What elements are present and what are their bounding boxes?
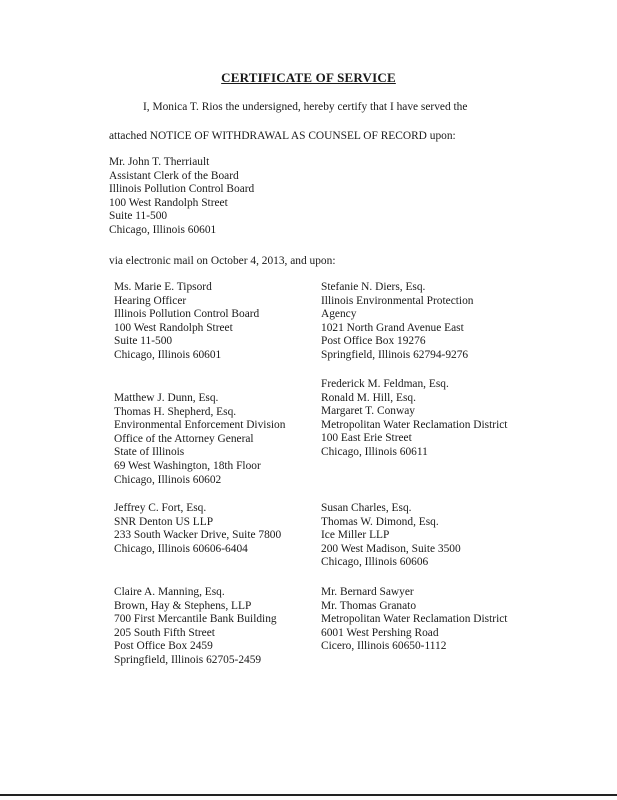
- address-line: Office of the Attorney General: [114, 432, 254, 445]
- recipient-address: [114, 392, 285, 487]
- address-line: Ronald M. Hill, Esq.: [321, 391, 416, 404]
- address-line: Chicago, Illinois 60606: [321, 556, 429, 569]
- address-line: Illinois Pollution Control Board: [114, 308, 260, 321]
- address-line: Illinois Pollution Control Board: [109, 183, 255, 196]
- address-line: 233 South Wacker Drive, Suite 7800: [114, 529, 282, 542]
- address-line: State of Illinois: [114, 446, 185, 459]
- recipient-address: [114, 502, 281, 556]
- address-line: Margaret T. Conway: [321, 405, 415, 418]
- address-line: SNR Denton US LLP: [114, 515, 214, 528]
- address-line: Susan Charles, Esq.: [321, 502, 412, 514]
- recipient-address: [114, 586, 277, 668]
- address-line: Metropolitan Water Reclamation District: [321, 418, 508, 431]
- recipient-address: [321, 281, 473, 363]
- address-line: Springfield, Illinois 62794-9276: [321, 348, 469, 361]
- address-line: Chicago, Illinois 60601: [109, 223, 217, 236]
- address-line: Thomas W. Dimond, Esq.: [321, 515, 439, 528]
- address-line: Brown, Hay & Stephens, LLP: [114, 599, 252, 612]
- address-line: Ice Miller LLP: [321, 529, 390, 542]
- address-line: 100 East Erie Street: [321, 432, 412, 445]
- address-line: 100 West Randolph Street: [114, 321, 233, 334]
- address-line: 205 South Fifth Street: [114, 626, 215, 639]
- address-line: Mr. Bernard Sawyer: [321, 586, 414, 598]
- address-line: Environmental Enforcement Division: [114, 419, 286, 432]
- address-line: Post Office Box 2459: [114, 640, 213, 653]
- address-line: Assistant Clerk of the Board: [109, 169, 239, 182]
- recipient-address: [321, 586, 507, 654]
- recipient-address: [321, 502, 461, 570]
- address-line: Jeffrey C. Fort, Esq.: [114, 502, 207, 514]
- address-line: Hearing Officer: [114, 294, 187, 307]
- address-line: Metropolitan Water Reclamation District: [321, 613, 508, 626]
- address-line: Mr. Thomas Granato: [321, 599, 417, 612]
- service-line: via electronic mail on October 4, 2013, and upon:: [109, 255, 336, 267]
- address-line: 1021 North Grand Avenue East: [321, 321, 464, 334]
- address-line: Claire A. Manning, Esq.: [114, 586, 225, 598]
- intro-line-1: I, Monica T. Rios the undersigned, hereby certify that I have served the: [143, 101, 468, 113]
- address-line: Post Office Box 19276: [321, 335, 426, 348]
- address-line: Stefanie N. Diers, Esq.: [321, 281, 426, 293]
- primary-recipient-address: [109, 156, 254, 238]
- address-line: Cicero, Illinois 60650-1112: [321, 640, 447, 653]
- address-line: Matthew J. Dunn, Esq.: [114, 392, 219, 404]
- document-title: CERTIFICATE OF SERVICE: [221, 70, 396, 85]
- recipient-address: [321, 378, 507, 460]
- address-line: 200 West Madison, Suite 3500: [321, 542, 461, 555]
- address-line: Ms. Marie E. Tipsord: [114, 281, 212, 293]
- address-line: 700 First Mercantile Bank Building: [114, 613, 277, 626]
- address-line: Chicago, Illinois 60606-6404: [114, 542, 248, 555]
- scan-edge-divider: [0, 794, 617, 796]
- address-line: Springfield, Illinois 62705-2459: [114, 653, 262, 666]
- address-line: Agency: [321, 308, 357, 321]
- address-line: 6001 West Pershing Road: [321, 626, 439, 639]
- address-line: Illinois Environmental Protection: [321, 294, 474, 307]
- address-line: 100 West Randolph Street: [109, 196, 228, 209]
- address-line: 69 West Washington, 18th Floor: [114, 459, 261, 472]
- address-line: Chicago, Illinois 60602: [114, 473, 222, 486]
- address-line: Suite 11-500: [114, 335, 173, 348]
- address-line: Mr. John T. Therriault: [109, 156, 210, 168]
- intro-line-2: attached NOTICE OF WITHDRAWAL AS COUNSEL OF RECORD upon:: [109, 130, 456, 142]
- recipient-address: [114, 281, 259, 363]
- address-line: Chicago, Illinois 60601: [114, 348, 222, 361]
- address-line: Frederick M. Feldman, Esq.: [321, 378, 449, 390]
- address-line: Suite 11-500: [109, 210, 168, 223]
- address-line: Thomas H. Shepherd, Esq.: [114, 405, 237, 418]
- address-line: Chicago, Illinois 60611: [321, 445, 428, 458]
